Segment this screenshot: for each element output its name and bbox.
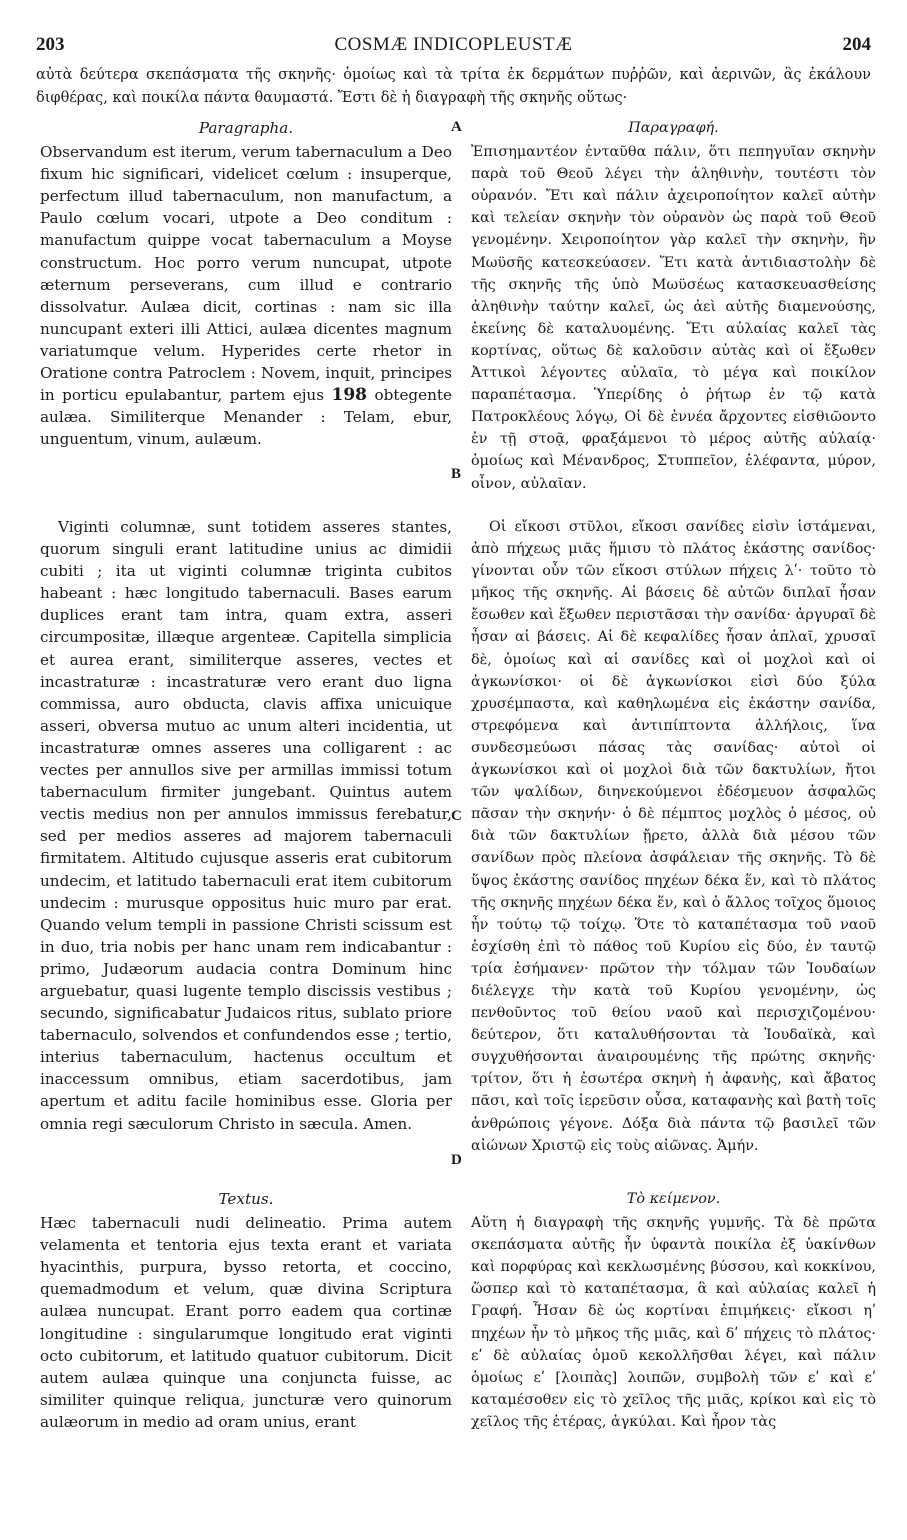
greek-paragraphe-text: Ἐπισημαντέον ἐνταῦθα πάλιν, ὅτι πεπηγυῖαν σκηνὴν παρὰ τοῦ Θεοῦ λέγει τὴν ἀληθινὴν, τουτέστι τὸν οὐρανόν. Ἔτι καὶ πάλιν ἀχειροποίητον καλεῖ αὐτὴν καὶ τελείαν σκηνὴν τὸν οὐρανὸν ὡς παρὰ τοῦ Θεοῦ γενομένην. Χειροποίητον γὰρ καλεῖ τὴν σκηνὴν, ἣν Μωϋσῆς κατεσκεύασεν. Ἔτι κατὰ ἀντιδιαστολὴν δὲ τῆς σκηνῆς τῆς ὑπὸ Μωϋσέως κατασκευασθείσης ἀληθινὴν ταύτην καλεῖ, ὡς ἀεὶ αὐτῆς διαμενούσης, ἐκείνης δὲ καταλυομένης. Ἔτι αὐλαίας καλεῖ τὰς κορτίνας, οὕτως δὲ καλοῦσιν αὐτὰς καὶ οἱ ἔξωθεν Ἀττικοὶ λέγοντες αὐλαῖα, τὸ μέγα καὶ ποικίλον παραπέτασμα. Ὑπερίδης ὁ ῥήτωρ ἐν τῷ κατὰ Πατροκλέους λόγῳ, Οἱ δὲ ἐννέα ἄρχοντες εἰσθιῶοντο ἐν τῇ στοᾷ, φραξάμενοι τὸ μέρος αὐτῆς αὐλαίᾳ· ὁμοίως καὶ Μένανδρος, Στυππεῖον, ἐλέφαντα, μύρον, οἶνον, αὐλαῖαν.: [471, 144, 876, 492]
running-title: COSMÆ INDICOPLEUSTÆ: [334, 34, 573, 55]
greek-paragraphe-column: [471, 117, 876, 495]
running-header: [36, 34, 871, 60]
edition-page-marker: 198: [331, 385, 367, 406]
greek-keimenon-heading: Τὸ κείμενον.: [626, 1191, 721, 1207]
margin-marker-a: A: [451, 119, 462, 135]
margin-marker-d: D: [451, 1152, 462, 1168]
latin-columns-text: Viginti columnæ, sunt totidem asseres stantes, quorum singuli erant latitudine unius ac dimidii cubiti ; ita ut viginti columnæ triginta cubitos habeant : hæc longitudo tabernaculi. Bases earum duplices erant tam intra, quam extra, asseri circumpositæ, illæque argenteæ. Capitella simplicia et aurea erant, similiterque asseres, vectes et incastraturæ : incastraturæ vero erant duo ligna commissa, auro obducta, clavis affixa unicuique asseri, obversa mutuo ac unum alteri incidentia, ut incastraturæ omnes asseres una colligarent : ac vectes per annullos sive per armillas immissi totum tabernaculum firmiter jungebant. Quintus autem vectis medius non per annulos immissus ferebatur, sed per medios asseres ad majorem tabernaculi firmitatem. Altitudo cujusque asseris erat cubitorum undecim, et latitudo tabernaculi erat item cubitorum undecim : murusque oppositus huic muro par erat. Quando velum templi in passione Christi scissum est in duo, tria nobis per hanc unam rem indicabantur : primo, Judæorum audacia contra Dominum hinc arguebatur, quasi lugente templo discissis vestibus ; secundo, significabatur Judaicos ritus, sublato priore tabernaculo, solvendos et confundendos esse ; tertio, interius tabernaculum, hactenus occultum et inaccessum omnibus, etiam sacerdotibus, jam apertum et aditu facile hominibus esse. Gloria per omnia regi sæculorum Christo in sæcula. Amen.: [40, 518, 452, 1133]
latin-paragrapha-column: [40, 117, 452, 450]
margin-marker-b: B: [451, 466, 462, 482]
greek-columns-column: [471, 516, 876, 1157]
latin-paragrapha-text-part2: obtegente aulæa. Similiterque Menander : Telam, ebur, unguentum, vinum, aulæum.: [40, 386, 453, 449]
page-number-left: 203: [36, 34, 65, 55]
page-number-right: 204: [842, 34, 871, 55]
latin-columns-column: [40, 516, 452, 1135]
latin-textus-text: Hæc tabernaculi nudi delineatio. Prima autem velamenta et tentoria ejus texta erant et variata hyacinthis, purpura, bysso retorta, et coccino, quemadmodum et velum, quæ divina Scriptura aulæa nuncupat. Erant porro eadem qua cortinæ longitudine : singularumque longitudo erat viginti octo cubitorum, et latitudo quatuor cubitorum. Dicit autem aulæa quinque una conjuncta fuisse, ac similiter quinque reliqua, juncturæ vero quinorum aulæorum in medio ad oram unius, erant: [40, 1214, 452, 1431]
latin-paragrapha-heading: Paragrapha.: [198, 119, 294, 137]
greek-columns-text: Οἱ εἴκοσι στῦλοι, εἴκοσι σανίδες εἰσὶν ἱστάμεναι, ἀπὸ πήχεως μιᾶς ἥμισυ τὸ πλάτος ἑκάστης σανίδος· γίνονται οὖν τῶν εἴκοσι στύλων πήχεις λʹ· τοῦτο τὸ μῆκος τῆς σκηνῆς. Αἱ βάσεις δὲ αὐτῶν διπλαῖ ἦσαν ἔσωθεν καὶ ἔξωθεν περιστᾶσαι τὴν σανίδα· ἀργυραῖ δὲ ἦσαν αἱ βάσεις. Αἱ δὲ κεφαλίδες ἦσαν ἁπλαῖ, χρυσαῖ δὲ, ὁμοίως καὶ αἱ σανίδες καὶ οἱ μοχλοὶ καὶ οἱ ἀγκωνίσκοι· οἱ δὲ ἀγκωνίσκοι εἰσὶ δύο ξύλα χρυσέμπαστα, καὶ καθηλωμένα εἰς ἑκάστην σανίδα, στρεφόμενα καὶ ἀντιπίπτοντα ἀλλήλοις, ἵνα συνδεσμεύωσι πάσας τὰς σανίδας· αὐτοὶ οἱ ἀγκωνίσκοι καὶ οἱ μοχλοὶ διὰ τῶν δακτυλίων, ἤτοι τῶν ψαλίδων, διηνεκούμενοι ἐδέσμευον ἀσφαλῶς πᾶσαν τὴν σκηνήν· ὁ δὲ πέμπτος μοχλὸς ὁ μέσος, οὐ διὰ τῶν δακτυλίων ᾔρετο, ἀλλὰ διὰ μέσου τῶν σανίδων πρὸς πλείονα ἀσφάλειαν τῆς σκηνῆς. Τὸ δὲ ὕψος ἑκάστης σανίδος πηχέων δέκα ἕν, καὶ τὸ πλάτος τῆς σκηνῆς πηχέων δέκα ἕν, καὶ ὁ ἄλλος τοῖχος ὅμοιος ἦν τούτῳ τῷ τοίχῳ. Ὅτε τὸ καταπέτασμα τοῦ ναοῦ ἐσχίσθη ἐπὶ τὸ πάθος τοῦ Κυρίου εἰς δύο, ἐν ταυτῷ τρία ἐσήμανεν· πρῶτον τὴν τόλμαν τῶν Ἰουδαίων διέλεγχε τὴν κατὰ τοῦ Κυρίου γενομένην, ὡς πενθοῦντος τοῦ θείου ναοῦ καὶ περισχιζομένου· δεύτερον, ὅτι καταλυθήσονται τὰ Ἰουδαϊκὰ, καὶ συγχυθήσονται ἀναιρουμένης τῆς πρώτης σκηνῆς· τρίτον, ὅτι ἡ ἐσωτέρα σκηνὴ ἡ ἀφανὴς, καὶ ἄβατος πᾶσι, καὶ τοῖς ἱερεῦσιν οὖσα, καταφανὴς καὶ βατὴ τοῖς ἀνθρώποις γέγονε. Δόξα διὰ πάντα τῷ βασιλεῖ τῶν αἰώνων Χριστῷ εἰς τοὺς αἰῶνας. Ἀμήν.: [471, 519, 876, 1154]
latin-textus-heading: Textus.: [218, 1190, 274, 1208]
greek-keimenon-column: [471, 1188, 876, 1433]
margin-marker-c: C: [451, 808, 462, 824]
intro-greek-text: αὐτὰ δεύτερα σκεπάσματα τῆς σκηνῆς· ὁμοίως καὶ τὰ τρίτα ἐκ δερμάτων πυῤῥῶν, καὶ ἀεριvῶν, ἃς ἐκάλουν διφθέρας, καὶ ποικίλα πάντα θαυμαστά. Ἔστι δὲ ἡ διαγραφὴ τῆς σκηνῆς οὕτως·: [36, 67, 871, 106]
greek-paragraphe-heading: Παραγραφή.: [628, 120, 719, 136]
latin-paragrapha-text: [40, 141, 452, 450]
latin-textus-column: [40, 1188, 452, 1433]
latin-paragrapha-text-part1: Observandum est iterum, verum tabernaculum a Deo fixum hic significari, videlicet cœlum : insuperque, perfectum illud tabernaculum, non manufactum, a Paulo cœlum vocari, utpote a Deo conditum : manufactum quippe vocat tabernaculum a Moyse constructum. Hoc porro verum nuncupat, utpote æternum perseverans, cum illud e contrario dissolvatur. Aulæa dicit, cortinas : nam sic illa nuncupant exteri illi Attici, aulæa dicentes magnum variatumque velum. Hyperides certe rhetor in Oratione contra Patroclem : Novem, inquit, principes in porticu epulabantur, partem ejus: [40, 143, 452, 405]
greek-keimenon-text: Αὕτη ἡ διαγραφὴ τῆς σκηνῆς γυμνῆς. Τὰ δὲ πρῶτα σκεπάσματα αὐτῆς ἦν ὑφαντὰ ποικίλα ἐξ ὑακίνθων καὶ πορφύρας καὶ κεκλωσμένης βύσσου, καὶ κοκκίνου, ὥσπερ καὶ τὸ καταπέτασμα, ἃ καὶ αὐλαίας καλεῖ ἡ Γραφή. Ἦσαν δὲ ὡς κορτίναι ἐπιμήκεις· εἴκοσι ηʹ πηχέων ἦν τὸ μῆκος τῆς μιᾶς, καὶ δʹ πήχεις τὸ πλάτος· εʹ δὲ αὐλαίας ὁμοῦ κεκολλῆσθαι λέγει, καὶ πάλιν ὁμοίως εʹ [λοιπὰς] λοιπῶν, συμβολὴ τῶν εʹ καὶ εʹ καταμέσοθεν εἰς τὸ χεῖλος τῆς μιᾶς, κρίκοι καὶ εἰς τὸ χεῖλος τῆς ἑτέρας, ἀγκύλαι. Καὶ ἦρον τὰς: [471, 1215, 876, 1430]
